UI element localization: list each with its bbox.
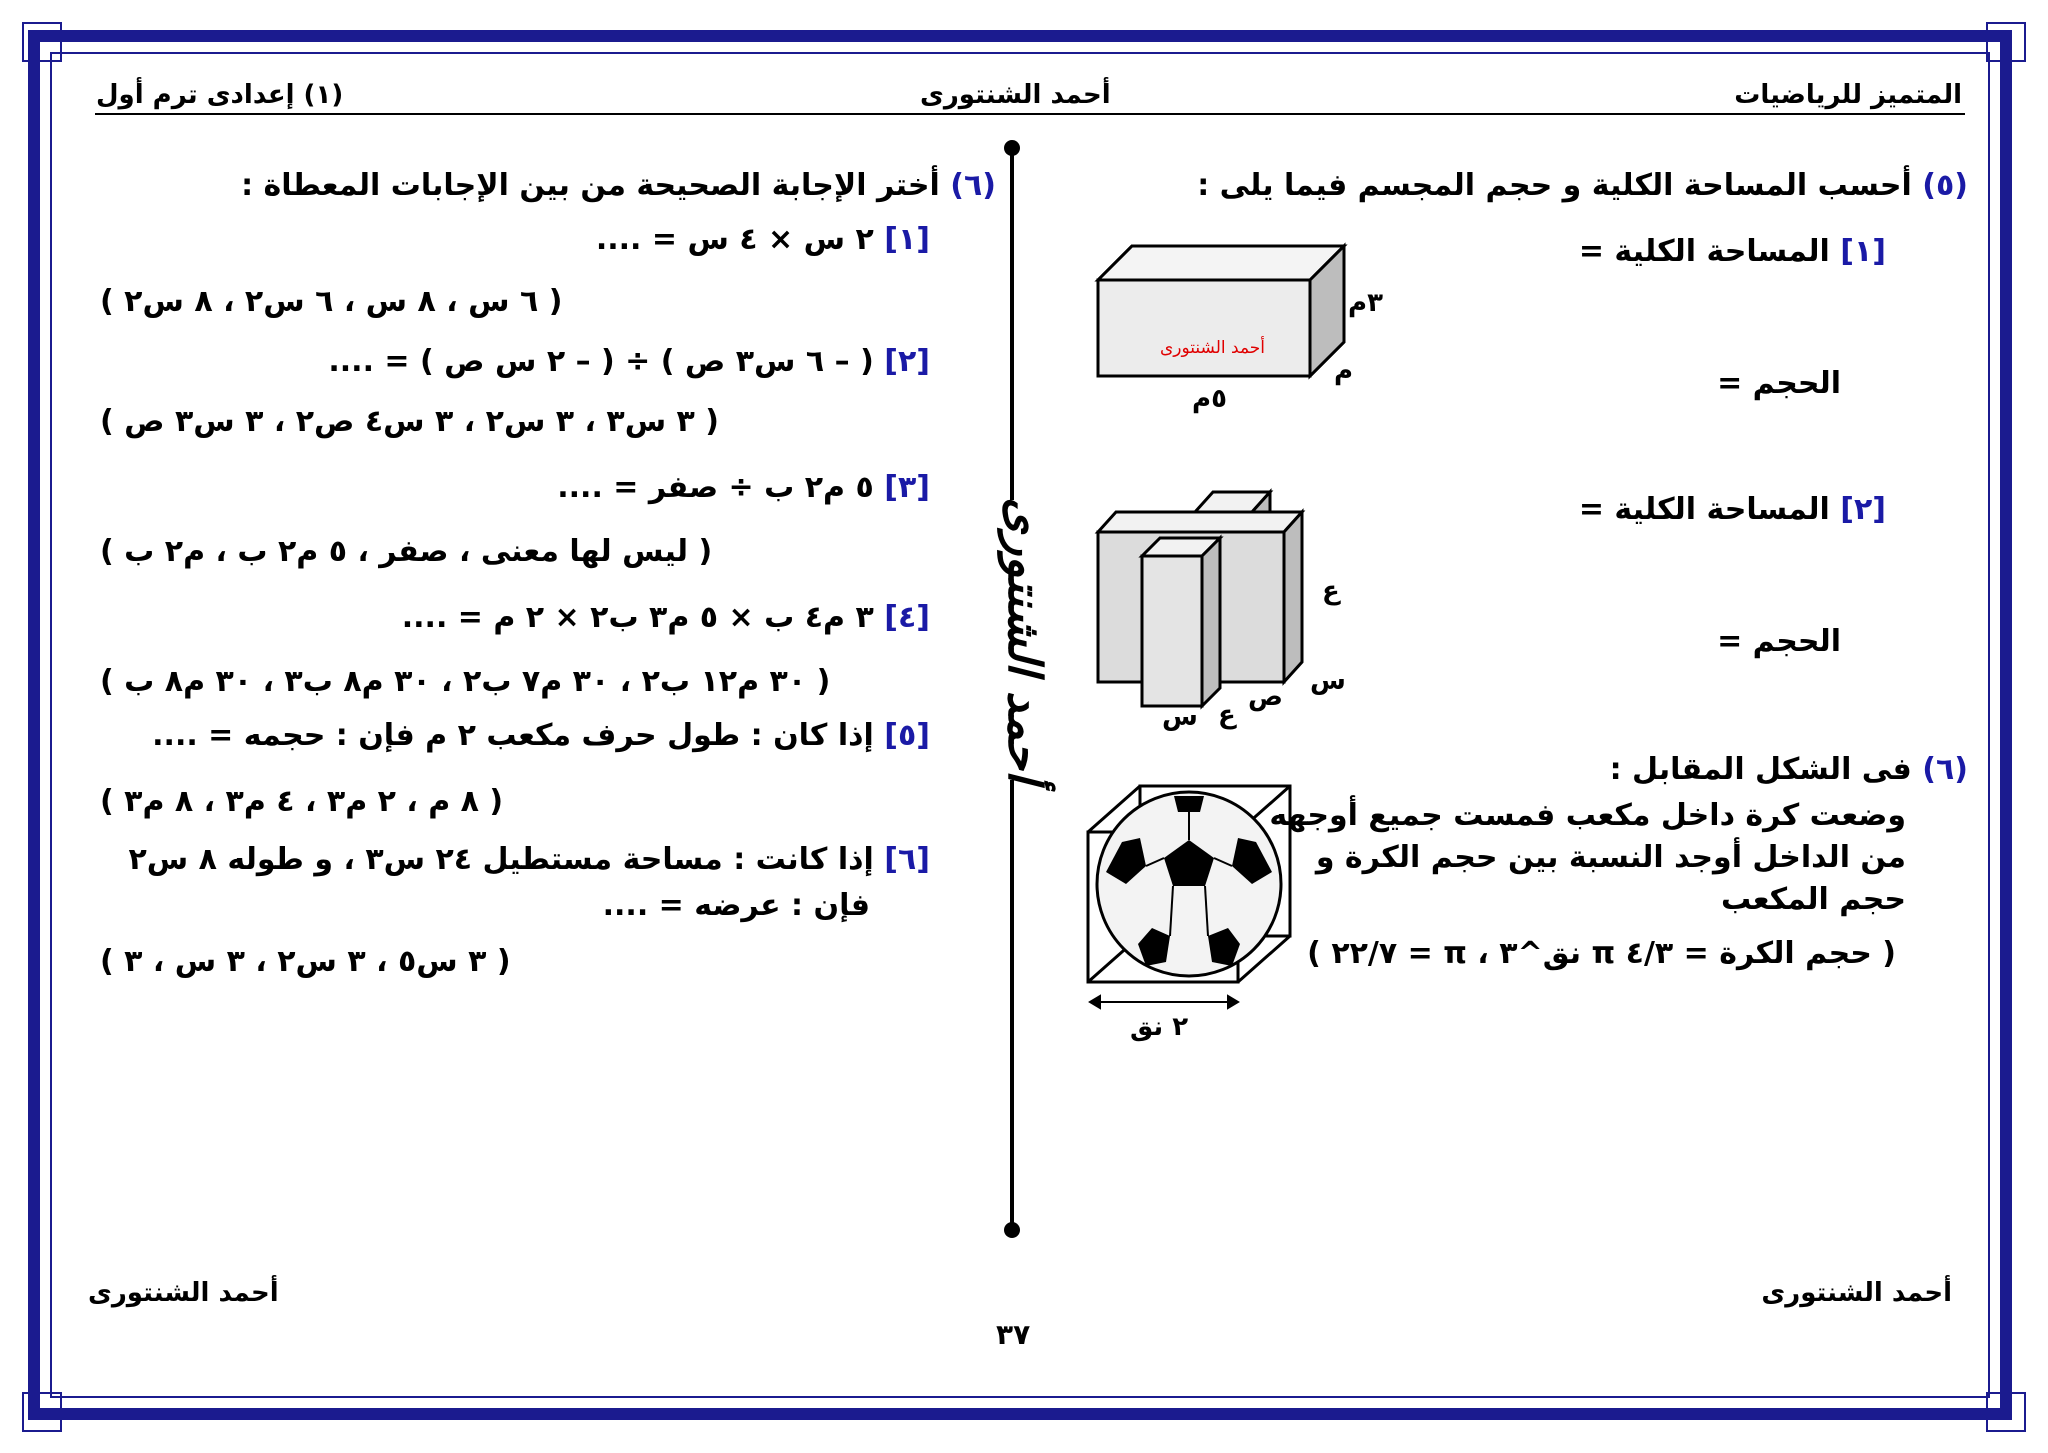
q5-part2-volume: الحجم = [1717, 624, 1841, 659]
mc-question-6-cont: فإن : عرضه = .... [602, 888, 870, 923]
divider-dot [1004, 1222, 1020, 1238]
q6-formula: ( حجم الكرة = ٤/٣ π نق^٣ ، π = ٢٢/٧ ) [1307, 936, 1896, 971]
q5-part2-area: [٢] المساحة الكلية = [1578, 492, 1886, 527]
page-number: ٣٧ [996, 1318, 1031, 1351]
mc-options-6: ( ٣ س٥ ، ٣ س٢ ، ٣ س ، ٣ ) [100, 944, 511, 979]
corner-ornament [1986, 22, 2026, 62]
cube-edge-label: ٢ نق [1130, 1012, 1189, 1042]
divider-dot [1004, 140, 1020, 156]
ball-patch [1174, 796, 1204, 812]
q6-right-title: (٦) فى الشكل المقابل : [1609, 752, 1968, 787]
cuboid-height-label: ٣م [1348, 288, 1383, 318]
q6-left-heading: (٦) أختر الإجابة الصحيحة من بين الإجابات المعطاة : [241, 168, 996, 203]
mc-question-6: [٦] إذا كانت : مساحة مستطيل ٢٤ س٣ ، و طوله ٨ س٢ [128, 842, 930, 877]
cuboid-figure [1090, 238, 1370, 418]
cross-dim-2: س [1310, 666, 1346, 696]
mc-question-5: [٥] إذا كان : طول حرف مكعب ٢ م فإن : حجمه = .... [152, 718, 930, 753]
mc-question-4: [٤] ٣ م٤ ب × ٥ م٣ ب٢ × ٢ م = .... [401, 600, 930, 635]
footer-author-left: أحمد الشنتورى [88, 1278, 279, 1308]
mc-question-1: [١] ٢ س × ٤ س = .... [595, 222, 930, 257]
q6-line-2: من الداخل أوجد النسبة بين حجم الكرة و [1315, 840, 1906, 875]
corner-ornament [22, 22, 62, 62]
cuboid-length-label: ٥م [1192, 384, 1227, 414]
cuboid-depth-label: م [1334, 356, 1354, 386]
mc-options-2: ( ٣ س٣ ، ٣ س٢ ، ٣ س٤ ص٢ ، ٣ س٣ ص ) [100, 404, 720, 439]
q5-heading: (٥) أحسب المساحة الكلية و حجم المجسم فيما يلى : [1197, 168, 1968, 203]
header-rule [95, 113, 1965, 115]
cross-dim-4: س [1162, 702, 1198, 732]
q6-line-1: وضعت كرة داخل مكعب فمست جميع أوجهه [1269, 798, 1906, 833]
header-book-title: المتميز للرياضيات [1734, 80, 1962, 110]
cuboid-watermark: أحمد الشنتورى [1160, 338, 1266, 358]
mc-options-4: ( ٣٠ م١٢ ب٢ ، ٣٠ م٧ ب٢ ، ٣٠ م٨ ب٣ ، ٣٠ م٨ ب ) [100, 664, 831, 699]
mc-question-2: [٢] ( – ٦ س٣ ص ) ÷ ( – ٢ س ص ) = .... [328, 344, 930, 379]
cross-dim-5: ع [1218, 700, 1236, 730]
mc-options-3: ( ليس لها معنى ، صفر ، ٥ م٢ ب ، م٢ ب ) [100, 534, 713, 569]
spine-author-name: أحمد الشنتورى [970, 500, 1080, 780]
q5-part1-area: [١] المساحة الكلية = [1578, 234, 1886, 269]
corner-ornament [22, 1392, 62, 1432]
mc-question-3: [٣] ٥ م٢ ب ÷ صفر = .... [557, 470, 930, 505]
cross-dim-1: ع [1322, 576, 1340, 606]
q6-line-3: حجم المكعب [1720, 882, 1906, 917]
header-author: أحمد الشنتورى [920, 80, 1111, 110]
header-grade: (١) إعدادى ترم أول [96, 80, 344, 110]
footer-author-right: أحمد الشنتورى [1761, 1278, 1952, 1308]
mc-options-1: ( ٦ س ، ٨ س ، ٦ س٢ ، ٨ س٢ ) [100, 284, 563, 319]
q5-part1-volume: الحجم = [1717, 366, 1841, 401]
cross-dim-3: ص [1248, 682, 1283, 712]
sphere-in-cube-figure [1082, 780, 1302, 1010]
mc-options-5: ( ٨ م ، ٢ م٣ ، ٤ م٣ ، ٨ م٣ ) [100, 784, 504, 819]
corner-ornament [1986, 1392, 2026, 1432]
